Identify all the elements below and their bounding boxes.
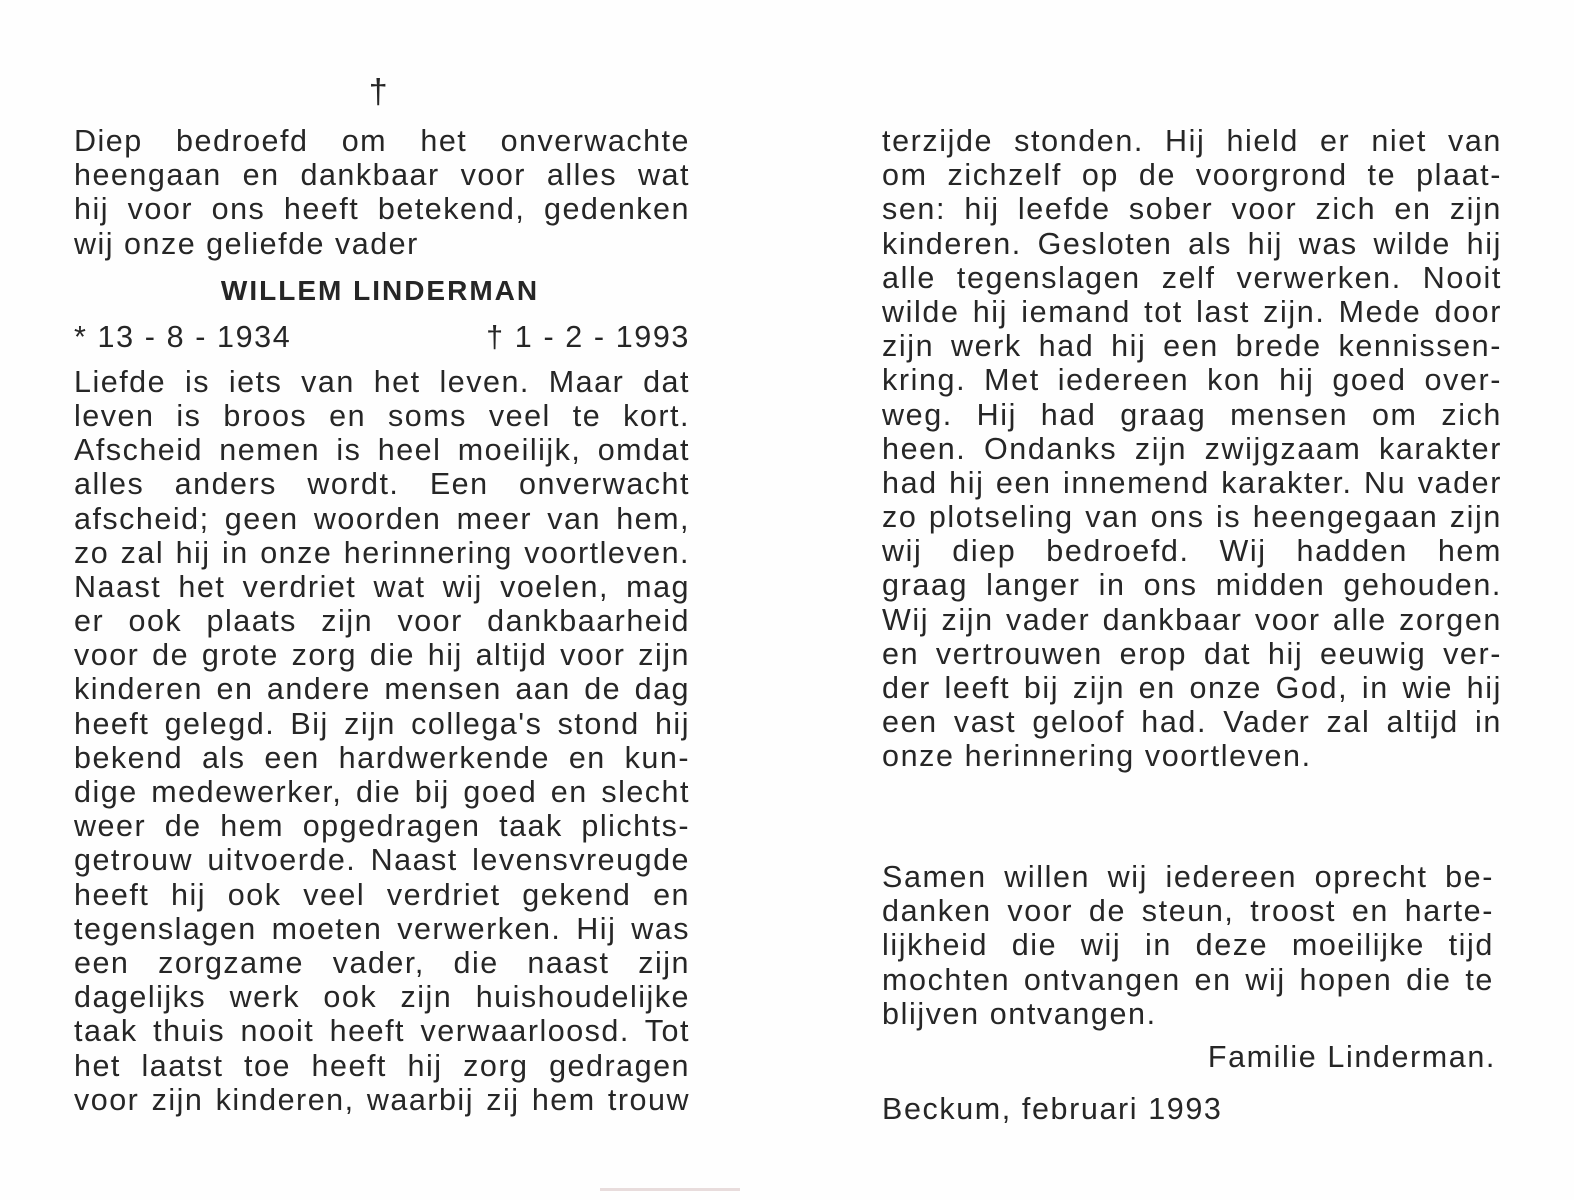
family-signature: Familie Linderman. <box>1207 1040 1496 1074</box>
text-line: Wij zijn vader dankbaar voor alle zorgen <box>882 602 1502 637</box>
text-line: weg. Hij had graag mensen om zich <box>882 397 1502 432</box>
text-line: heeft gelegd. Bij zijn collega's stond hij <box>74 706 690 741</box>
text-line: graag langer in ons midden gehouden. <box>882 568 1502 603</box>
text-line: een vast geloof had. Vader zal altijd in <box>882 705 1502 740</box>
text-line: terzijde stonden. Hij hield er niet van <box>882 124 1502 158</box>
text-line: heeft hij ook veel verdriet gekend en <box>74 877 690 912</box>
thanks-line: blijven ontvangen. <box>882 996 1157 1031</box>
text-line: bekend als een hardwerkende en kun- <box>74 740 690 775</box>
text-line: Liefde is iets van het leven. Maar dat <box>74 364 690 399</box>
scan-edge-mark <box>600 1188 740 1191</box>
text-line: dige medewerker, die bij goed en slecht <box>74 775 690 809</box>
left-column <box>74 60 690 1117</box>
cross-symbol: † <box>368 73 390 111</box>
thanks-line: lijkheid die wij in deze moeilijke tijd <box>882 928 1494 963</box>
place-date: Beckum, februari 1993 <box>882 1092 1223 1126</box>
text-line: onze herinnering voortleven. <box>882 739 1312 774</box>
text-line: wilde hij iemand tot last zijn. Mede door <box>882 294 1502 329</box>
deceased-name: WILLEM LINDERMAN <box>220 274 540 306</box>
text-line: heen. Ondanks zijn zwijgzaam karakter <box>882 431 1502 466</box>
text-line: voor de grote zorg die hij altijd voor zijn <box>74 638 690 673</box>
intro-line: wij onze geliefde vader <box>74 226 419 261</box>
thanks-line: Samen willen wij iedereen oprecht be- <box>882 860 1494 894</box>
thanks-line: danken voor de steun, troost en harte- <box>882 894 1494 929</box>
text-line: wij diep bedroefd. Wij hadden hem <box>882 534 1502 569</box>
text-line: en vertrouwen erop dat hij eeuwig ver- <box>882 636 1502 671</box>
birth-date: * 13 - 8 - 1934 <box>74 319 292 354</box>
text-line: kinderen. Gesloten als hij was wilde hij <box>882 226 1502 261</box>
text-line: alle tegenslagen zelf verwerken. Nooit <box>882 260 1502 295</box>
text-line: voor zijn kinderen, waarbij zij hem trouw <box>74 1082 690 1117</box>
text-line: dagelijks werk ook zijn huishoudelijke <box>74 980 690 1015</box>
text-line: het laatst toe heeft hij zorg gedragen <box>74 1048 690 1083</box>
text-line: leven is broos en soms veel te kort. <box>74 398 690 433</box>
thanks-paragraph <box>882 860 1494 1031</box>
thanks-line: mochten ontvangen en wij hopen die te <box>882 962 1494 997</box>
text-line: Afscheid nemen is heel moeilijk, omdat <box>74 433 690 468</box>
text-line: tegenslagen moeten verwerken. Hij was <box>74 911 690 946</box>
text-line: taak thuis nooit heeft verwaarloosd. Tot <box>74 1014 690 1049</box>
intro-line: heengaan en dankbaar voor alles wat <box>74 158 690 193</box>
text-line: had hij een innemend karakter. Nu vader <box>882 465 1502 500</box>
text-line: getrouw uitvoerde. Naast levensvreugde <box>74 843 690 878</box>
text-line: er ook plaats zijn voor dankbaarheid <box>74 604 690 639</box>
text-line: Naast het verdriet wat wij voelen, mag <box>74 569 690 604</box>
text-line: zo zal hij in onze herinnering voortleven. <box>74 535 690 570</box>
death-date: † 1 - 2 - 1993 <box>486 319 690 354</box>
text-line: zo plotseling van ons is heengegaan zijn <box>882 500 1502 535</box>
text-line: weer de hem opgedragen taak plichts- <box>74 809 690 844</box>
right-column <box>882 124 1502 774</box>
text-line: afscheid; geen woorden meer van hem, <box>74 501 690 536</box>
intro-paragraph <box>74 124 690 261</box>
text-line: alles anders wordt. Een onverwacht <box>74 467 690 502</box>
text-line: der leeft bij zijn en onze God, in wie hij <box>882 671 1502 705</box>
text-line: kring. Met iedereen kon hij goed over- <box>882 363 1502 398</box>
text-line: zijn werk had hij een brede kennissen- <box>882 329 1502 364</box>
life-dates <box>74 315 690 359</box>
intro-line: Diep bedroefd om het onverwachte <box>74 124 690 158</box>
intro-line: hij voor ons heeft betekend, gedenken <box>74 192 690 227</box>
text-line: om zichzelf op de voorgrond te plaat- <box>882 158 1502 193</box>
text-line: kinderen en andere mensen aan de dag <box>74 672 690 707</box>
text-line: sen: hij leefde sober voor zich en zijn <box>882 192 1502 227</box>
left-text <box>74 365 690 1117</box>
text-line: een zorgzame vader, die naast zijn <box>74 945 690 980</box>
